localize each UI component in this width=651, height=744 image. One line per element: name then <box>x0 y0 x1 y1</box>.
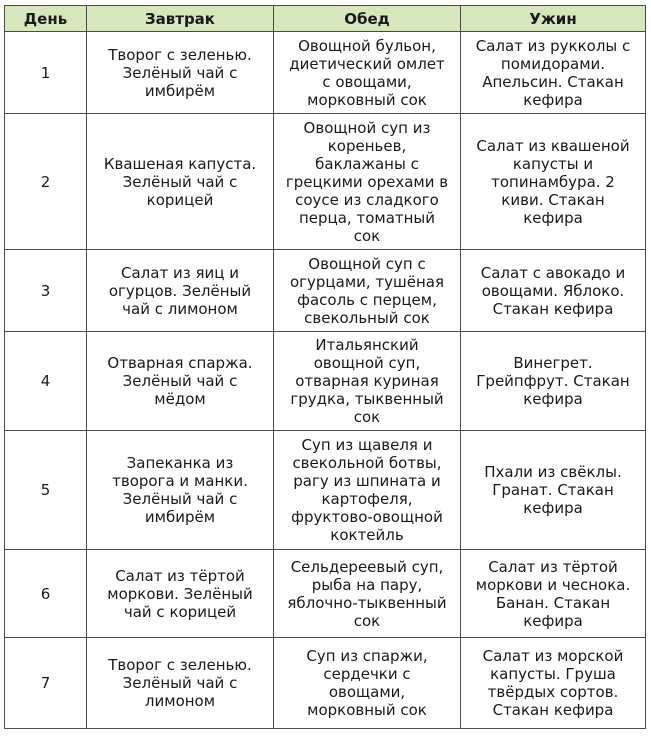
day-number: 1 <box>5 32 87 114</box>
breakfast-cell: Отварная спаржа. Зелёный чай с мёдом <box>87 332 274 431</box>
breakfast-cell: Творог с зеленью. Зелёный чай с лимоном <box>87 638 274 729</box>
table-row <box>5 32 646 114</box>
day-number: 4 <box>5 332 87 431</box>
lunch-cell: Овощной суп из кореньев, баклажаны с грецкими орехами в соусе из сладкого перца, томатный сок <box>274 114 461 250</box>
table-row <box>5 638 646 729</box>
day-number: 5 <box>5 431 87 550</box>
header-lunch: Обед <box>274 6 461 32</box>
header-breakfast: Завтрак <box>87 6 274 32</box>
dinner-cell: Салат из квашеной капусты и топинамбура. 2 киви. Стакан кефира <box>461 114 646 250</box>
dinner-cell: Пхали из свёклы. Гранат. Стакан кефира <box>461 431 646 550</box>
table-row <box>5 114 646 250</box>
day-number: 7 <box>5 638 87 729</box>
breakfast-cell: Запеканка из творога и манки. Зелёный чай с имбирём <box>87 431 274 550</box>
breakfast-cell: Салат из яиц и огурцов. Зелёный чай с лимоном <box>87 250 274 332</box>
meal-plan-table <box>4 5 646 729</box>
table-row <box>5 250 646 332</box>
lunch-cell: Сельдереевый суп, рыба на пару, яблочно-тыквенный сок <box>274 550 461 638</box>
table-header-row <box>5 6 646 32</box>
table-row <box>5 550 646 638</box>
dinner-cell: Салат из тёртой моркови и чеснока. Банан. Стакан кефира <box>461 550 646 638</box>
header-dinner: Ужин <box>461 6 646 32</box>
breakfast-cell: Творог с зеленью. Зелёный чай с имбирём <box>87 32 274 114</box>
day-number: 2 <box>5 114 87 250</box>
dinner-cell: Салат из морской капусты. Груша твёрдых сортов. Стакан кефира <box>461 638 646 729</box>
meal-plan-container <box>4 5 646 729</box>
day-number: 6 <box>5 550 87 638</box>
breakfast-cell: Квашеная капуста. Зелёный чай с корицей <box>87 114 274 250</box>
dinner-cell: Салат с авокадо и овощами. Яблоко. Стакан кефира <box>461 250 646 332</box>
lunch-cell: Овощной суп с огурцами, тушёная фасоль с перцем, свекольный сок <box>274 250 461 332</box>
table-row <box>5 332 646 431</box>
dinner-cell: Винегрет. Грейпфрут. Стакан кефира <box>461 332 646 431</box>
lunch-cell: Овощной бульон, диетический омлет с овощами, морковный сок <box>274 32 461 114</box>
lunch-cell: Итальянский овощной суп, отварная куриная грудка, тыквенный сок <box>274 332 461 431</box>
breakfast-cell: Салат из тёртой моркови. Зелёный чай с корицей <box>87 550 274 638</box>
table-row <box>5 431 646 550</box>
dinner-cell: Салат из рукколы с помидорами. Апельсин. Стакан кефира <box>461 32 646 114</box>
lunch-cell: Суп из спаржи, сердечки с овощами, морковный сок <box>274 638 461 729</box>
header-day: День <box>5 6 87 32</box>
day-number: 3 <box>5 250 87 332</box>
lunch-cell: Суп из щавеля и свекольной ботвы, рагу из шпината и картофеля, фруктово-овощной коктейль <box>274 431 461 550</box>
